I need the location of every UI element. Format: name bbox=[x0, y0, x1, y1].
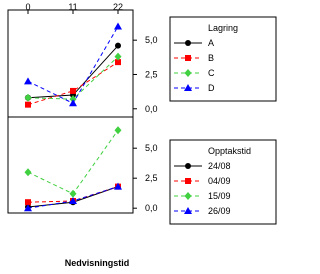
data-point bbox=[185, 178, 191, 184]
legend-label: C bbox=[208, 68, 215, 78]
x-axis-title: Nedvisningstid bbox=[64, 258, 130, 268]
data-point bbox=[70, 88, 76, 94]
data-point bbox=[115, 43, 121, 49]
y-tick-label: 2,5 bbox=[145, 173, 158, 184]
series-line bbox=[28, 130, 118, 194]
legend-title: Opptakstid bbox=[208, 146, 252, 156]
data-point bbox=[185, 55, 191, 61]
legend-title: Lagring bbox=[208, 23, 239, 33]
x-tick-label: 0 bbox=[25, 2, 31, 12]
legend-label: 26/09 bbox=[208, 206, 231, 216]
legend-label: D bbox=[208, 83, 215, 93]
legend-label: B bbox=[208, 53, 215, 63]
data-point bbox=[25, 168, 32, 176]
legend-label: 04/09 bbox=[208, 176, 231, 186]
y-tick-label: 0,0 bbox=[145, 103, 158, 114]
data-point bbox=[114, 22, 122, 29]
data-point bbox=[185, 163, 191, 169]
data-point bbox=[70, 190, 77, 198]
legend-label: 15/09 bbox=[208, 191, 231, 201]
y-tick-label: 5,0 bbox=[145, 35, 158, 46]
y-tick-label: 5,0 bbox=[145, 143, 158, 154]
data-point bbox=[69, 99, 77, 106]
data-point bbox=[115, 126, 122, 134]
data-point bbox=[24, 77, 32, 84]
x-tick-label: 11 bbox=[68, 2, 78, 12]
data-point bbox=[185, 40, 191, 46]
legend-label: 24/08 bbox=[208, 161, 231, 171]
x-tick-label: 22 bbox=[112, 2, 124, 12]
panel-frame bbox=[8, 10, 133, 117]
data-point bbox=[25, 102, 31, 108]
y-tick-label: 2,5 bbox=[145, 69, 158, 80]
data-point bbox=[25, 94, 32, 102]
y-tick-label: 0,0 bbox=[145, 203, 158, 214]
legend-label: A bbox=[208, 38, 215, 48]
